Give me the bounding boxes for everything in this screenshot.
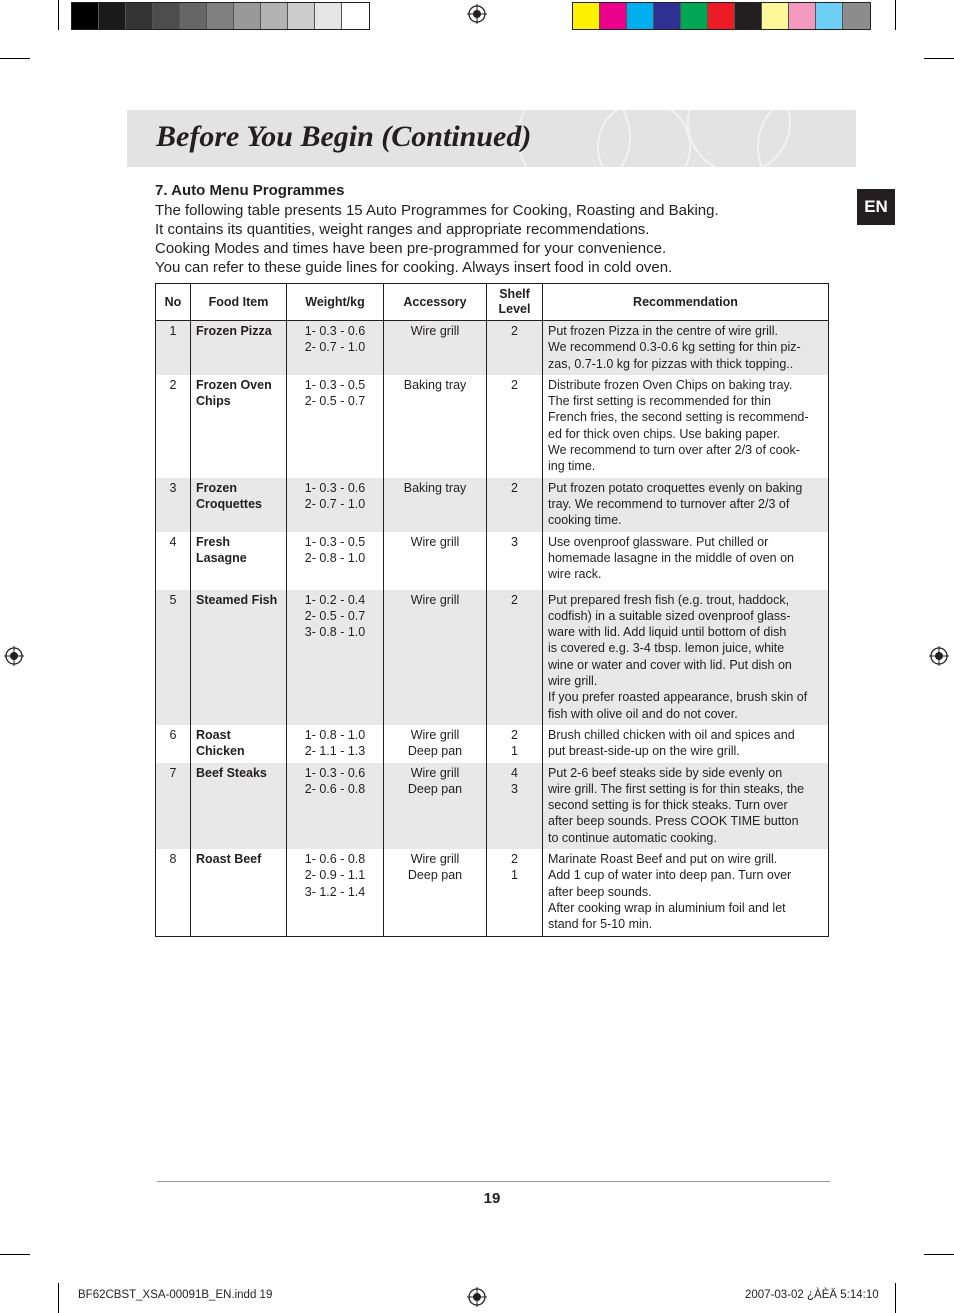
cell-food-item: Steamed Fish (191, 590, 287, 725)
crop-mark (895, 1283, 896, 1313)
tomato-decoration (757, 110, 856, 167)
cell-food-item: Roast Beef (191, 849, 287, 936)
color-swatch (843, 3, 870, 29)
registration-mark-icon (467, 1287, 487, 1307)
cell-food-item: Beef Steaks (191, 763, 287, 849)
cell-food-item: Frozen Croquettes (191, 478, 287, 532)
color-swatch (288, 3, 315, 29)
cell-recommendation: Use ovenproof glassware. Put chilled or homemade lasagne in the middle of oven on wire rack. (543, 532, 829, 590)
cell-shelf-level: 2 1 (487, 725, 543, 763)
cell-recommendation: Distribute frozen Oven Chips on baking tray. The first setting is recommended for thin French fries, the second setting is recommend- ed for thick oven chips. Use baking paper. We recommend to turn over after 2/3 of cook- ing time. (543, 375, 829, 478)
cell-accessory: Wire grill Deep pan (384, 763, 487, 849)
cell-shelf-level: 2 (487, 590, 543, 725)
registration-mark-icon (929, 646, 949, 666)
intro-line: You can refer to these guide lines for cooking. Always insert food in cold oven. (155, 259, 673, 276)
cell-recommendation: Put frozen potato croquettes evenly on baking tray. We recommend to turnover after 2/3 of cooking time. (543, 478, 829, 532)
intro-line: It contains its quantities, weight ranges and appropriate recommendations. (155, 221, 650, 238)
color-swatch (735, 3, 762, 29)
color-swatch (126, 3, 153, 29)
cell-no: 3 (156, 478, 191, 532)
cell-accessory: Wire grill Deep pan (384, 849, 487, 936)
cell-shelf-level: 2 (487, 321, 543, 375)
language-tab: EN (857, 189, 895, 225)
cell-recommendation: Brush chilled chicken with oil and spices and put breast-side-up on the wire grill. (543, 725, 829, 763)
cell-shelf-level: 2 (487, 375, 543, 478)
cell-weight: 1- 0.8 - 1.0 2- 1.1 - 1.3 (287, 725, 384, 763)
crop-mark (58, 1283, 59, 1313)
color-swatch (762, 3, 789, 29)
registration-mark-icon (467, 4, 487, 24)
cell-accessory: Wire grill (384, 321, 487, 375)
color-swatch (261, 3, 288, 29)
cell-no: 5 (156, 590, 191, 725)
crop-mark (895, 0, 896, 30)
page-number: 19 (483, 1190, 501, 1207)
table-row (156, 478, 829, 532)
color-swatch (789, 3, 816, 29)
intro-line: Cooking Modes and times have been pre-programmed for your convenience. (155, 240, 667, 257)
color-swatch (342, 3, 369, 29)
cell-shelf-level: 4 3 (487, 763, 543, 849)
header-shelf-level: Shelf Level (487, 284, 543, 321)
header-weight: Weight/kg (287, 284, 384, 321)
cell-no: 7 (156, 763, 191, 849)
color-swatch (234, 3, 261, 29)
cell-recommendation: Put prepared fresh fish (e.g. trout, haddock, codfish) in a suitable sized ovenproof glass- ware with lid. Add liquid until bottom of dish is covered e.g. 3-4 tbsp. lemon juice, white wine or water and cover with lid. Put dish on wire grill. If you prefer roasted appearance, brush skin of fish with olive oil and do not cover. (543, 590, 829, 725)
file-slug: BF62CBST_XSA-00091B_EN.indd 19 (78, 1289, 273, 1301)
header-recommendation: Recommendation (543, 284, 829, 321)
cell-accessory: Baking tray (384, 375, 487, 478)
cell-recommendation: Put 2-6 beef steaks side by side evenly on wire grill. The first setting is for thin steaks, the second setting is for thick steaks. Turn over after beep sounds. Press COOK TIME button to continue automatic cooking. (543, 763, 829, 849)
color-swatch (816, 3, 843, 29)
cell-shelf-level: 2 1 (487, 849, 543, 936)
crop-mark (58, 0, 59, 30)
footer-rule (157, 1181, 830, 1182)
cell-accessory: Wire grill (384, 532, 487, 590)
cell-shelf-level: 2 (487, 478, 543, 532)
color-swatch (600, 3, 627, 29)
header-food-item: Food Item (191, 284, 287, 321)
timestamp-slug: 2007-03-02 ¿ÀÈÄ 5:14:10 (745, 1289, 879, 1301)
cell-no: 1 (156, 321, 191, 375)
color-swatch (654, 3, 681, 29)
cell-recommendation: Put frozen Pizza in the centre of wire grill. We recommend 0.3-0.6 kg setting for thin piz- zas, 0.7-1.0 kg for pizzas with thick topping.. (543, 321, 829, 375)
table-row (156, 375, 829, 478)
cell-no: 2 (156, 375, 191, 478)
page-title: Before You Begin (Continued) (156, 120, 532, 153)
intro-paragraph (155, 201, 719, 277)
cell-weight: 1- 0.3 - 0.6 2- 0.7 - 1.0 (287, 478, 384, 532)
crop-mark (924, 1254, 954, 1255)
cell-weight: 1- 0.2 - 0.4 2- 0.5 - 0.7 3- 0.8 - 1.0 (287, 590, 384, 725)
color-swatch (573, 3, 600, 29)
cell-weight: 1- 0.6 - 0.8 2- 0.9 - 1.1 3- 1.2 - 1.4 (287, 849, 384, 936)
cell-shelf-level: 3 (487, 532, 543, 590)
registration-mark-icon (4, 646, 24, 666)
color-swatch (99, 3, 126, 29)
header-accessory: Accessory (384, 284, 487, 321)
table-row (156, 590, 829, 725)
cell-weight: 1- 0.3 - 0.6 2- 0.7 - 1.0 (287, 321, 384, 375)
crop-mark (0, 1254, 30, 1255)
tomato-decoration (597, 110, 691, 167)
table-header-row (156, 284, 829, 321)
cell-food-item: Frozen Pizza (191, 321, 287, 375)
color-calibration-bar (572, 2, 871, 30)
cell-weight: 1- 0.3 - 0.5 2- 0.8 - 1.0 (287, 532, 384, 590)
cell-recommendation: Marinate Roast Beef and put on wire grill. Add 1 cup of water into deep pan. Turn over after beep sounds. After cooking wrap in aluminium foil and let stand for 5-10 min. (543, 849, 829, 936)
grayscale-calibration-bar (71, 2, 370, 30)
color-swatch (72, 3, 99, 29)
color-swatch (315, 3, 342, 29)
crop-mark (924, 58, 954, 59)
cell-no: 8 (156, 849, 191, 936)
cell-food-item: Frozen Oven Chips (191, 375, 287, 478)
color-swatch (153, 3, 180, 29)
color-swatch (180, 3, 207, 29)
color-swatch (681, 3, 708, 29)
section-heading: 7. Auto Menu Programmes (155, 182, 345, 199)
cell-weight: 1- 0.3 - 0.5 2- 0.5 - 0.7 (287, 375, 384, 478)
cell-food-item: Roast Chicken (191, 725, 287, 763)
cell-accessory: Baking tray (384, 478, 487, 532)
table-row (156, 532, 829, 590)
color-swatch (627, 3, 654, 29)
table-row (156, 725, 829, 763)
cell-accessory: Wire grill Deep pan (384, 725, 487, 763)
color-swatch (708, 3, 735, 29)
cell-accessory: Wire grill (384, 590, 487, 725)
crop-mark (0, 58, 30, 59)
cell-weight: 1- 0.3 - 0.6 2- 0.6 - 0.8 (287, 763, 384, 849)
intro-line: The following table presents 15 Auto Programmes for Cooking, Roasting and Baking. (155, 202, 719, 219)
header-no: No (156, 284, 191, 321)
table-row (156, 321, 829, 375)
color-swatch (207, 3, 234, 29)
cell-food-item: Fresh Lasagne (191, 532, 287, 590)
table-row (156, 849, 829, 936)
auto-programme-table (155, 283, 829, 937)
table-row (156, 763, 829, 849)
cell-no: 4 (156, 532, 191, 590)
cell-no: 6 (156, 725, 191, 763)
